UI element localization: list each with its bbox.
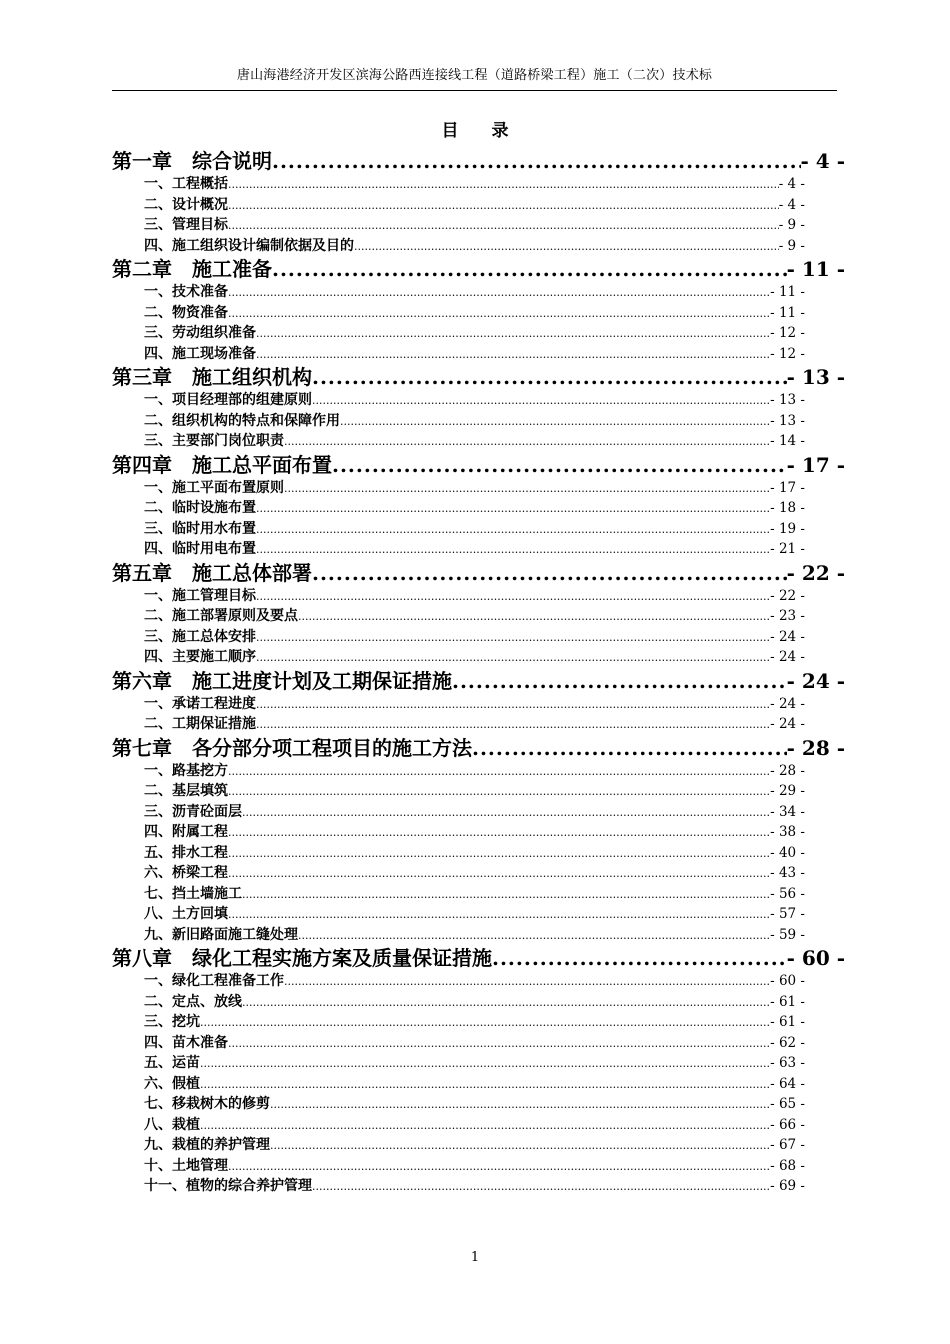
section-page: - 61 - — [770, 1014, 805, 1030]
section-title: 移栽树木的修剪 — [172, 1096, 270, 1112]
dot-leader — [472, 735, 787, 761]
toc-section-entry[interactable] — [112, 606, 805, 627]
dot-leader — [256, 648, 770, 669]
dot-leader — [452, 668, 787, 694]
section-number: 一、 — [144, 973, 172, 989]
chapter-number: 第七章 — [112, 735, 172, 760]
toc-section-entry[interactable] — [112, 1094, 805, 1115]
dot-leader — [272, 256, 787, 282]
section-title: 设计概况 — [172, 196, 228, 213]
section-number: 二、 — [144, 412, 172, 429]
section-title: 施工总体安排 — [172, 628, 256, 645]
dot-leader — [492, 945, 787, 971]
dot-leader — [228, 864, 770, 885]
toc-title-left: 目 — [441, 121, 459, 141]
chapter-title: 施工进度计划及工期保证措施 — [192, 668, 452, 693]
section-title: 栽植 — [172, 1116, 200, 1133]
chapter-page: - 17 - — [786, 452, 845, 477]
toc-section-entry[interactable] — [112, 1156, 805, 1177]
section-number: 七、 — [144, 885, 172, 902]
toc-section-entry[interactable] — [112, 1115, 805, 1136]
dot-leader — [256, 695, 770, 716]
section-number: 一、 — [144, 176, 172, 192]
section-number: 四、 — [144, 541, 172, 557]
section-page: - 38 - — [770, 824, 805, 840]
toc-chapter-entry[interactable] — [112, 945, 845, 971]
toc-section-entry[interactable] — [112, 992, 805, 1013]
toc-chapter-entry[interactable] — [112, 668, 845, 694]
section-number: 十、 — [144, 1157, 172, 1174]
section-title: 临时用电布置 — [172, 541, 256, 557]
section-number: 二、 — [144, 716, 172, 732]
chapter-number: 第八章 — [112, 946, 172, 970]
section-title: 土地管理 — [172, 1157, 228, 1174]
section-number: 四、 — [144, 1034, 172, 1051]
dot-leader — [228, 1034, 770, 1055]
section-title: 排水工程 — [172, 844, 228, 861]
section-page: - 11 - — [770, 304, 805, 321]
dot-leader — [242, 803, 770, 824]
section-page: - 19 - — [770, 520, 805, 537]
chapter-page: - 22 - — [786, 560, 845, 585]
section-title: 土方回填 — [172, 906, 228, 922]
dot-leader — [354, 237, 779, 258]
dot-leader — [228, 844, 770, 865]
toc-chapter-entry[interactable] — [112, 560, 845, 586]
toc-chapter-entry[interactable] — [112, 364, 845, 390]
section-title: 基层填筑 — [172, 783, 228, 799]
running-header: 唐山海港经济开发区滨海公路西连接线工程（道路桥梁工程）施工（二次）技术标 — [236, 68, 713, 83]
dot-leader — [200, 1116, 770, 1137]
section-title: 承诺工程进度 — [172, 695, 256, 712]
section-page: - 22 - — [770, 587, 805, 604]
chapter-title: 施工总体部署 — [192, 560, 312, 585]
toc-section-entry[interactable] — [112, 390, 805, 411]
section-number: 二、 — [144, 783, 172, 799]
toc-section-entry[interactable] — [112, 431, 805, 452]
toc-section-entry[interactable] — [112, 478, 805, 499]
toc-section-entry[interactable] — [112, 215, 805, 236]
chapter-page: - 13 - — [786, 365, 845, 389]
section-title: 临时用水布置 — [172, 520, 256, 537]
dot-leader — [298, 926, 770, 947]
section-number: 九、 — [144, 926, 172, 943]
section-number: 二、 — [144, 993, 172, 1010]
section-title: 新旧路面施工缝处理 — [172, 926, 298, 943]
section-number: 八、 — [144, 906, 172, 922]
dot-leader — [256, 715, 770, 736]
page-number: 1 — [470, 1250, 480, 1265]
section-page: - 40 - — [770, 844, 805, 861]
section-title: 运苗 — [172, 1055, 200, 1071]
section-page: - 43 - — [770, 865, 805, 881]
section-page: - 67 - — [770, 1137, 805, 1153]
chapter-page: - 60 - — [786, 946, 845, 970]
toc-section-entry[interactable] — [112, 539, 805, 560]
dot-leader — [242, 993, 770, 1014]
section-title: 挖坑 — [172, 1014, 200, 1030]
dot-leader — [228, 304, 770, 325]
section-title: 栽植的养护管理 — [172, 1137, 270, 1153]
dot-leader — [200, 1054, 770, 1075]
section-page: - 13 - — [770, 412, 805, 429]
section-title: 主要部门岗位职责 — [172, 433, 284, 449]
dot-leader — [242, 885, 770, 906]
dot-leader — [228, 762, 770, 783]
section-title: 施工部署原则及要点 — [172, 608, 298, 624]
dot-leader — [256, 628, 770, 649]
toc-section-entry[interactable] — [112, 802, 805, 823]
section-page: - 18 - — [770, 500, 805, 516]
dot-leader — [228, 216, 779, 237]
section-page: - 63 - — [770, 1055, 805, 1071]
section-page: - 9 - — [778, 237, 805, 254]
section-title: 挡土墙施工 — [172, 885, 242, 902]
section-page: - 34 - — [770, 803, 805, 820]
chapter-page: - 28 - — [786, 735, 845, 760]
section-title: 施工现场准备 — [172, 345, 256, 362]
section-page: - 12 - — [770, 345, 805, 362]
section-page: - 24 - — [770, 628, 805, 645]
section-number: 一、 — [144, 695, 172, 712]
section-title: 临时设施布置 — [172, 500, 256, 516]
section-page: - 68 - — [770, 1157, 805, 1174]
toc-section-entry[interactable] — [112, 411, 805, 432]
section-title: 沥青砼面层 — [172, 803, 242, 820]
section-page: - 66 - — [770, 1116, 805, 1133]
header-rule — [112, 90, 837, 91]
toc-section-entry[interactable] — [112, 303, 805, 324]
chapter-title: 各分部分项工程项目的施工方法 — [192, 735, 472, 760]
chapter-number: 第三章 — [112, 365, 172, 389]
section-title: 桥梁工程 — [172, 865, 228, 881]
section-number: 一、 — [144, 762, 172, 779]
dot-leader — [228, 1157, 770, 1178]
section-page: - 4 - — [778, 176, 805, 192]
section-title: 路基挖方 — [172, 762, 228, 779]
section-number: 七、 — [144, 1096, 172, 1112]
section-number: 一、 — [144, 479, 172, 496]
section-page: - 24 - — [770, 716, 805, 732]
chapter-page: - 24 - — [786, 668, 845, 693]
dot-leader — [256, 540, 770, 561]
section-number: 二、 — [144, 196, 172, 213]
section-page: - 21 - — [770, 541, 805, 557]
dot-leader — [340, 412, 770, 433]
section-title: 植物的综合养护管理 — [186, 1178, 312, 1194]
toc-section-entry[interactable] — [112, 1135, 805, 1156]
chapter-number: 第二章 — [112, 257, 172, 281]
toc-section-entry[interactable] — [112, 627, 805, 648]
toc-section-entry[interactable] — [112, 195, 805, 216]
section-page: - 9 - — [778, 217, 805, 233]
toc-section-entry[interactable] — [112, 1053, 805, 1074]
section-page: - 13 - — [770, 392, 805, 408]
section-number: 二、 — [144, 500, 172, 516]
dot-leader — [284, 432, 770, 453]
toc-section-entry[interactable] — [112, 884, 805, 905]
chapter-title: 综合说明 — [192, 149, 272, 173]
toc-section-entry[interactable] — [112, 282, 805, 303]
section-page: - 24 - — [770, 695, 805, 712]
toc-section-entry[interactable] — [112, 714, 805, 735]
section-page: - 60 - — [770, 973, 805, 989]
section-page: - 65 - — [770, 1096, 805, 1112]
section-number: 三、 — [144, 433, 172, 449]
chapter-number: 第六章 — [112, 668, 172, 693]
dot-leader — [256, 520, 770, 541]
toc-section-entry[interactable] — [112, 863, 805, 884]
dot-leader — [312, 364, 787, 390]
section-page: - 61 - — [770, 993, 805, 1010]
section-number: 二、 — [144, 304, 172, 321]
section-number: 四、 — [144, 824, 172, 840]
dot-leader — [312, 391, 770, 412]
section-number: 九、 — [144, 1137, 172, 1153]
chapter-title: 施工组织机构 — [192, 365, 312, 389]
section-number: 四、 — [144, 237, 172, 254]
section-number: 四、 — [144, 345, 172, 362]
toc-section-entry[interactable] — [112, 236, 805, 257]
toc-section-entry[interactable] — [112, 498, 805, 519]
section-page: - 69 - — [770, 1178, 805, 1194]
dot-leader — [312, 560, 787, 586]
dot-leader — [312, 1177, 770, 1198]
dot-leader — [228, 782, 770, 803]
section-page: - 12 - — [770, 325, 805, 341]
section-title: 管理目标 — [172, 217, 228, 233]
section-title: 组织机构的特点和保障作用 — [172, 412, 340, 429]
section-title: 施工组织设计编制依据及目的 — [172, 237, 354, 254]
section-title: 主要施工顺序 — [172, 649, 256, 665]
section-title: 附属工程 — [172, 824, 228, 840]
section-page: - 24 - — [770, 649, 805, 665]
dot-leader — [228, 283, 770, 304]
toc-section-entry[interactable] — [112, 323, 805, 344]
dot-leader — [228, 905, 770, 926]
section-number: 四、 — [144, 649, 172, 665]
section-title: 苗木准备 — [172, 1034, 228, 1051]
toc-section-entry[interactable] — [112, 519, 805, 540]
section-number: 三、 — [144, 803, 172, 820]
section-title: 施工管理目标 — [172, 587, 256, 604]
toc-title — [0, 116, 950, 141]
toc-section-entry[interactable] — [112, 1012, 805, 1033]
section-title: 工期保证措施 — [172, 716, 256, 732]
chapter-title: 施工总平面布置 — [192, 452, 332, 477]
section-page: - 14 - — [770, 433, 805, 449]
dot-leader — [284, 972, 770, 993]
toc-chapter-entry[interactable] — [112, 256, 845, 282]
dot-leader — [256, 587, 770, 608]
toc-section-entry[interactable] — [112, 174, 805, 195]
section-page: - 4 - — [778, 196, 805, 213]
section-number: 三、 — [144, 628, 172, 645]
section-number: 六、 — [144, 865, 172, 881]
dot-leader — [272, 148, 801, 174]
dot-leader — [270, 1136, 770, 1157]
section-number: 三、 — [144, 1014, 172, 1030]
section-number: 三、 — [144, 217, 172, 233]
section-title: 物资准备 — [172, 304, 228, 321]
dot-leader — [270, 1095, 770, 1116]
section-page: - 28 - — [770, 762, 805, 779]
section-number: 二、 — [144, 608, 172, 624]
section-title: 绿化工程准备工作 — [172, 973, 284, 989]
section-number: 五、 — [144, 844, 172, 861]
section-page: - 64 - — [770, 1075, 805, 1092]
dot-leader — [298, 607, 770, 628]
toc-title-right: 录 — [491, 121, 509, 141]
toc-section-entry[interactable] — [112, 822, 805, 843]
section-number: 一、 — [144, 587, 172, 604]
toc-section-entry[interactable] — [112, 904, 805, 925]
toc-section-entry[interactable] — [112, 925, 805, 946]
section-number: 八、 — [144, 1116, 172, 1133]
dot-leader — [228, 823, 770, 844]
section-number: 六、 — [144, 1075, 172, 1092]
section-page: - 57 - — [770, 906, 805, 922]
section-number: 一、 — [144, 284, 172, 300]
toc-section-entry[interactable] — [112, 843, 805, 864]
chapter-page: - 4 - — [800, 149, 845, 173]
dot-leader — [228, 196, 779, 217]
dot-leader — [228, 175, 779, 196]
section-title: 施工平面布置原则 — [172, 479, 284, 496]
section-page: - 62 - — [770, 1034, 805, 1051]
dot-leader — [256, 324, 770, 345]
toc-section-entry[interactable] — [112, 344, 805, 365]
toc-chapter-entry[interactable] — [112, 452, 845, 478]
toc-section-entry[interactable] — [112, 647, 805, 668]
section-page: - 11 - — [770, 284, 805, 300]
toc-section-entry[interactable] — [112, 1176, 805, 1197]
table-of-contents — [112, 148, 845, 1197]
chapter-page: - 11 - — [786, 257, 845, 281]
section-number: 五、 — [144, 1055, 172, 1071]
toc-section-entry[interactable] — [112, 781, 805, 802]
section-title: 工程概括 — [172, 176, 228, 192]
toc-section-entry[interactable] — [112, 1033, 805, 1054]
chapter-number: 第四章 — [112, 452, 172, 477]
section-page: - 59 - — [770, 926, 805, 943]
section-title: 假植 — [172, 1075, 200, 1092]
dot-leader — [200, 1013, 770, 1034]
toc-chapter-entry[interactable] — [112, 735, 845, 761]
toc-section-entry[interactable] — [112, 1074, 805, 1095]
chapter-number: 第五章 — [112, 560, 172, 585]
dot-leader — [332, 452, 787, 478]
dot-leader — [256, 499, 770, 520]
section-title: 定点、放线 — [172, 993, 242, 1010]
section-title: 劳动组织准备 — [172, 325, 256, 341]
section-number: 一、 — [144, 392, 172, 408]
toc-section-entry[interactable] — [112, 586, 805, 607]
section-title: 项目经理部的组建原则 — [172, 392, 312, 408]
section-page: - 23 - — [770, 608, 805, 624]
section-number: 三、 — [144, 325, 172, 341]
section-page: - 17 - — [770, 479, 805, 496]
chapter-number: 第一章 — [112, 149, 172, 173]
section-title: 技术准备 — [172, 284, 228, 300]
section-page: - 56 - — [770, 885, 805, 902]
toc-chapter-entry[interactable] — [112, 148, 845, 174]
toc-section-entry[interactable] — [112, 971, 805, 992]
dot-leader — [256, 345, 770, 366]
dot-leader — [284, 479, 770, 500]
dot-leader — [200, 1075, 770, 1096]
toc-section-entry[interactable] — [112, 694, 805, 715]
section-page: - 29 - — [770, 783, 805, 799]
chapter-title: 施工准备 — [192, 257, 272, 281]
section-number: 十一、 — [144, 1178, 186, 1194]
toc-section-entry[interactable] — [112, 761, 805, 782]
chapter-title: 绿化工程实施方案及质量保证措施 — [192, 946, 492, 970]
section-number: 三、 — [144, 520, 172, 537]
